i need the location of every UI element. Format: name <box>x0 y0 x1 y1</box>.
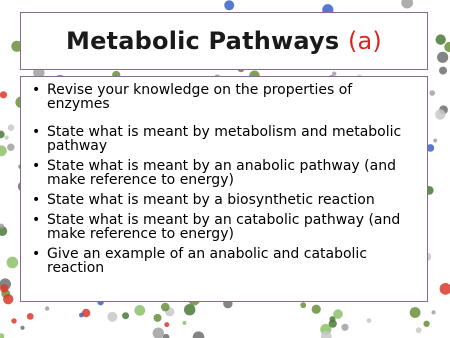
molecule-atom <box>329 320 337 328</box>
molecule-atom <box>11 318 16 323</box>
molecule-atom <box>437 52 448 63</box>
slide-title-suffix: (a) <box>347 27 382 55</box>
molecule-atom <box>367 318 372 323</box>
bullet-item: • Give an example of an anabolic and catabolic reaction <box>31 247 419 275</box>
molecule-atom <box>82 309 90 317</box>
molecule-atom <box>333 309 343 319</box>
slide-title-main: Metabolic Pathways <box>66 27 340 55</box>
bullet-item: • State what is meant by an anabolic pathway (and make reference to energy) <box>31 159 419 187</box>
molecule-atom <box>410 307 421 318</box>
molecule-atom <box>0 333 4 338</box>
molecule-atom <box>134 305 145 316</box>
molecule-atom <box>416 327 422 333</box>
molecule-atom <box>184 304 195 315</box>
molecule-atom <box>182 321 186 325</box>
molecule-atom <box>431 310 435 314</box>
molecule-atom <box>161 303 170 312</box>
molecule-atom <box>0 91 7 98</box>
molecule-atom <box>312 305 321 314</box>
molecule-atom <box>164 322 169 327</box>
molecule-atom <box>433 139 437 143</box>
molecule-atom <box>8 124 14 130</box>
molecule-atom <box>401 0 413 9</box>
molecule-atom <box>154 314 162 322</box>
title-box <box>20 12 428 70</box>
molecule-atom <box>0 145 7 156</box>
slide-title <box>66 27 382 55</box>
molecule-atom <box>435 34 445 44</box>
bullet-item: • State what is meant by metabolism and metabolic pathway <box>31 125 419 153</box>
molecule-atom <box>153 328 164 338</box>
molecule-atom <box>4 136 8 140</box>
bullet-item: • State what is meant by a biosynthetic reaction <box>31 193 419 207</box>
bullet-item: • Revise your knowledge on the properties of enzymes <box>31 83 419 111</box>
molecule-atom <box>0 284 8 292</box>
molecule-atom <box>7 144 14 151</box>
molecule-atom <box>3 294 13 304</box>
molecule-atom <box>341 324 348 331</box>
molecule-atom <box>7 257 19 269</box>
molecule-atom <box>27 313 34 320</box>
molecule-atom <box>193 331 205 338</box>
bullet-item: • State what is meant by an catabolic pathway (and make reference to energy) <box>31 213 419 241</box>
molecule-atom <box>440 283 450 295</box>
molecule-atom <box>20 326 24 330</box>
molecule-atom <box>107 312 117 322</box>
molecule-atom <box>0 131 5 139</box>
molecule-atom <box>423 321 429 327</box>
molecule-atom <box>122 312 129 319</box>
molecule-atom <box>444 42 450 52</box>
bullet-list <box>31 83 419 275</box>
molecule-atom <box>439 67 447 75</box>
molecule-atom <box>224 0 234 10</box>
molecule-atom <box>429 90 435 96</box>
molecule-atom <box>45 306 49 310</box>
molecule-atom <box>435 109 445 119</box>
content-box <box>20 76 428 302</box>
molecule-atom <box>300 302 306 308</box>
